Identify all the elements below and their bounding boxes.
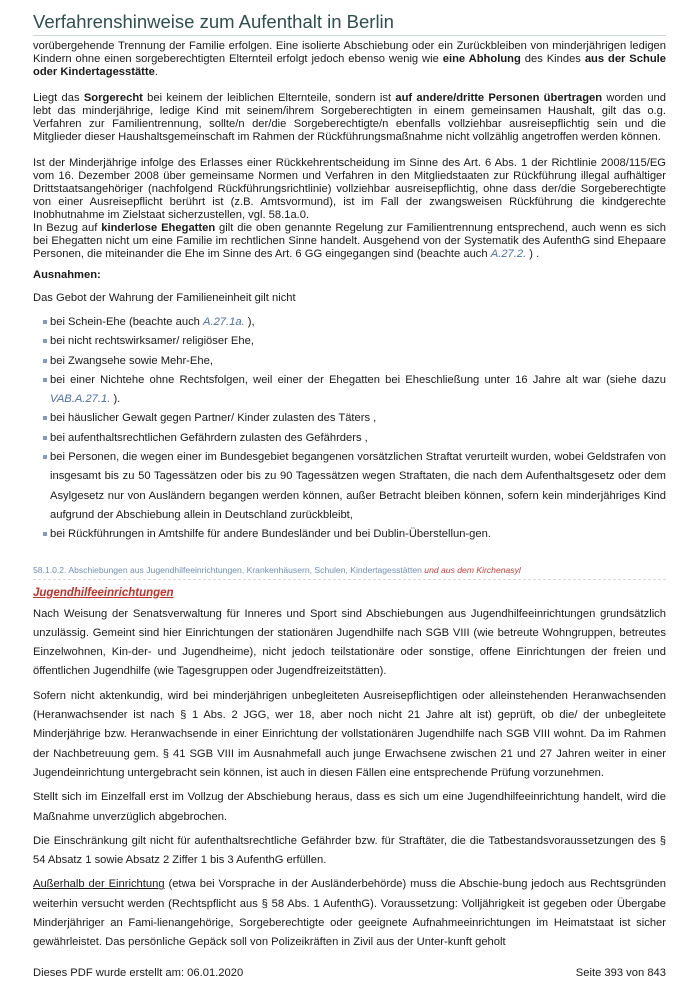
list-item: bei häuslicher Gewalt gegen Partner/ Kinder zulasten des Täters , xyxy=(43,409,666,428)
bullet-icon xyxy=(43,339,47,343)
ehegatten-paragraph: In Bezug auf kinderlose Ehegatten gilt die oben genannte Regelung zur Familientrennung entsprechend, auch wenn es sich bei Ehegatten nicht um eine Familie im rechtlichen Sinne handelt. Ausgehend von der Systematik des AufenthG sind Ehepaare Personen, die miteinander die Ehe im Sinne des Art. 6 GG eingegangen sind (beachte auch A.27.2. ) . xyxy=(33,222,666,260)
jugendhilfe-paragraph-3: Stellt sich im Einzelfall erst im Vollzug der Abschiebung heraus, dass es sich um eine Jugendhilfeeinrichtung handelt, wird die Maßnahme unverzüglich abgebrochen. xyxy=(33,791,666,823)
ausnahmen-intro: Das Gebot der Wahrung der Familieneinheit gilt nicht xyxy=(33,292,296,304)
link-a-27-2[interactable]: A.27.2. xyxy=(490,248,527,260)
bullet-icon xyxy=(43,532,47,536)
bullet-icon xyxy=(43,359,47,363)
bullet-icon xyxy=(43,436,47,440)
list-item: bei einer Nichtehe ohne Rechtsfolgen, weil einer der Ehegatten bei Eheschließung unter 16 Jahre alt war (siehe dazu VAB.A.27.1. ). xyxy=(43,371,666,410)
sorgerecht-paragraph: Liegt das Sorgerecht bei keinem der leiblichen Elternteile, sondern ist auf andere/dritte Personen übertragen worden und lebt das minderjährige, ledige Kind mit seinem/ihrem Sorgeberechtigten in einem gemeinsamen Haushalt, gilt das o.g. Verfahren zur Familientrennung, sollte/n der/die Sorgeberechtigte/n ebenfalls vollziehbar ausreisepflichtig sein und die Mitglieder dieser Haushaltsgemeinschaft im Rahmen der Rückführungsmaßnahme nicht vollzählig angetroffen werden können. xyxy=(33,92,667,143)
list-item: bei Zwangsehe sowie Mehr-Ehe, xyxy=(43,352,666,371)
jugendhilfe-paragraph-5: Außerhalb der Einrichtung (etwa bei Vorsprache in der Ausländerbehörde) muss die Abschie-bung jedoch aus Rechtsgründen weiterhin versucht werden (Rechtspflicht aus § 58 Abs. 1 AufenthG). Voraussetzung: Volljährigkeit ist gegeben oder Übergabe Minderjähriger an Fami-lienangehörige, Sorgeberechtigte oder geeignete Aufnahmeeinrichtungen im Heimatstaat ist sicher gewährleistet. Das persönliche Gepäck soll von Polizeikräften in Zivil aus der Unter-kunft geholt xyxy=(33,878,666,949)
footer-page-number: Seite 393 von 843 xyxy=(575,967,666,979)
list-item: bei Schein-Ehe (beachte auch A.27.1a. ), xyxy=(43,313,666,332)
bullet-icon xyxy=(43,320,47,324)
jugendhilfe-section xyxy=(33,605,666,953)
link-vab-a-27-1[interactable]: VAB.A.27.1. xyxy=(50,393,111,406)
jugendhilfe-paragraph-4: Die Einschränkung gilt nicht für aufenthaltsrechtliche Gefährder bzw. für Straftäter, die die Tatbestandsvoraussetzungen des § 54 Absatz 1 sowie Absatz 2 Ziffer 1 bis 3 AufenthG erfüllen. xyxy=(33,834,666,867)
list-item: bei Personen, die wegen einer im Bundesgebiet begangenen vorsätzlichen Straftat verurteilt wurden, wobei Geldstrafen von insgesamt bis zu 50 Tagessätzen oder bis zu 90 Tagessätzen wegen Straftaten, die nach dem Aufenthaltsgesetz oder dem Asylgesetz nur von Ausländern begangen werden können, außer Betracht bleiben können, sofern kein minderjähriges Kind aufgrund der Abschiebung allein in Deutschland zurückbleibt, xyxy=(43,448,666,525)
minderjaehrige-paragraph: Ist der Minderjährige infolge des Erlasses einer Rückkehrentscheidung im Sinne des Art. 6 Abs. 1 der Richtlinie 2008/115/EG vom 16. Dezember 2008 über gemeinsame Normen und Verfahren in den Mitgliedstaaten zur Rückführung illegal aufhältiger Drittstaatsangehöriger (nachfolgend Rückführungsrichtlinie) vollziehbar ausreisepflichtig, ohne dass der/die Sorgeberechtigte von einer Ausreisepflicht berührt ist (z.B. Amtsvormund), ist im Fall der zwangsweisen Rückführung die kindgerechte Inobhutnahme im Zielstaat sicherzustellen, vgl. 58.1a.0. xyxy=(33,157,666,221)
page-title: Verfahrenshinweise zum Aufenthalt in Berlin xyxy=(33,11,394,32)
intro-paragraph: vorübergehende Trennung der Familie erfolgen. Eine isolierte Abschiebung oder ein Zurückbleiben von minderjährigen ledigen Kindern ohne einen sorgeberechtigten Elternteil erfolgt jedoch ebenso wenig wie eine Abholung des Kindes aus der Schule oder Kindertagesstätte. xyxy=(33,40,666,78)
jugendhilfe-paragraph-1: Nach Weisung der Senatsverwaltung für Inneres und Sport sind Abschiebungen aus Jugendhilfeeinrichtungen grundsätzlich unzulässig. Gemeint sind hier Einrichtungen der stationären Jugendhilfe nach SGB VIII (wie betreute Wohngruppen, betreutes Einzelwohnen, Kin-der- und Jugendheime), nicht jedoch teilstationäre oder sonstige, offene Einrichtungen der freien und öffentlichen Jugendhilfe (wie Tagesgruppen oder Jugendfreizeitstätten). xyxy=(33,607,666,678)
jugendhilfe-heading: Jugendhilfeeinrichtungen xyxy=(33,586,174,599)
link-a-27-1a[interactable]: A.27.1a. xyxy=(203,316,245,328)
bullet-icon xyxy=(43,416,47,420)
title-divider xyxy=(33,35,666,36)
bullet-icon xyxy=(43,455,47,459)
footer-created-date: Dieses PDF wurde erstellt am: 06.01.2020 xyxy=(33,967,244,979)
jugendhilfe-paragraph-2: Sofern nicht aktenkundig, wird bei minderjährigen unbegleiteten Ausreisepflichtigen oder alleinstehenden Heranwachsenden (Heranwachsender ist nach § 1 Abs. 2 JGG, wer 18, aber noch nicht 21 Jahre alt ist) geprüft, ob die/ der unbegleitete Minderjährige bzw. Heranwachsende in einer Einrichtung der vollstationären Jugendhilfe nach SGB VIII wohnt. Da im Rahmen der Nachbetreuung gem. § 41 SGB VIII im Ausnahmefall auch junge Erwachsene zwischen 21 und 27 Jahren weiter in einer Jugendeinrichtung untergebracht sein können, ist auch in diesen Fällen eine entsprechende Prüfung vorzunehmen. xyxy=(33,689,666,779)
list-item: bei aufenthaltsrechtlichen Gefährdern zulasten des Gefährders , xyxy=(43,429,666,448)
list-item: bei nicht rechtswirksamer/ religiöser Ehe, xyxy=(43,332,666,351)
ausnahmen-list xyxy=(33,313,666,545)
list-item: bei Rückführungen in Amtshilfe für andere Bundesländer und bei Dublin-Überstellun-gen. xyxy=(43,525,666,544)
section-heading-58-1-0-2: 58.1.0.2. Abschiebungen aus Jugendhilfeeinrichtungen, Krankenhäusern, Schulen, Kindertagesstätten und aus dem Kirchenasyl xyxy=(33,565,666,580)
document-body xyxy=(33,40,666,953)
ausnahmen-heading: Ausnahmen: xyxy=(33,269,101,281)
bullet-icon xyxy=(43,378,47,382)
